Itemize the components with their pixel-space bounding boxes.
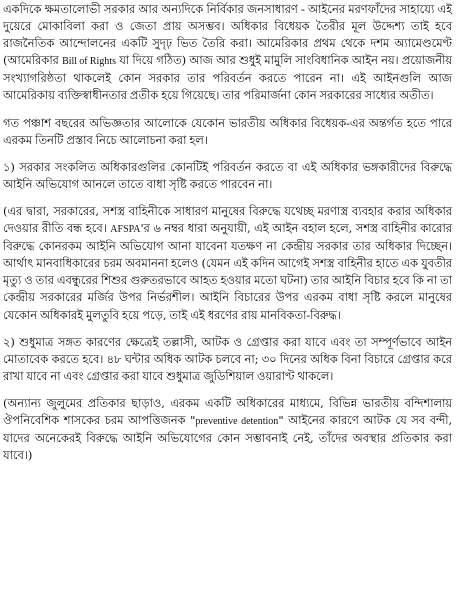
text-run: ২) শুধুমাত্র সঙ্গত কারণের ক্ষেত্রেই তল্লাসী, আটক ও গ্রেপ্তার করা যাবে এবং তা সম্পূর্ণভাবে আইন মোতাবেক করতে হবে। ৪৮ ঘন্টার অধিক আটক চলবে না; ৩০ দিনের অধিক বিনা বিচারে গ্রেপ্তার করে রাখা যাবে না এবং গ্রেপ্তার করা যাবে শুধুমাত্র জুডিশিয়াল ওয়ারাণ্ট থাকলে। [3,334,452,383]
latin-term: preventive detention [195,415,279,427]
text-run: যা দিয়ে গঠিত) আজ আর শুধুই মামুলি সাংবিধানিক আইন নয়। প্রয়োজনীয় সংখ্যাগরিষ্ঠতা থাকলেই কোন সরকার তার পরিবর্তন করতে পারেন না। এই আইনগুলি আজ আমেরিকায় ব্যক্তিস্বাধীনতার প্রতীক হয়ে গিয়েছে। তার পরিমার্জনা কোন সরকারের সাধ্যের অতীত। [3,53,453,103]
text-run: একদিকে ক্ষমতালোভী সরকার আর অন্যদিকে নির্বিকার জনসাধারণ - আইনের মরণফাঁদের সাহায্যে এই দুয়েরে মোকাবিলা করা ও জেতা প্রায় অসম্ভব। অধিকার বিধেয়ক তৈরীর মূল উদ্দেশ্য তাই হবে রাজনৈতিক আন্দোলনের একটি সুদৃঢ় ভিত তৈরি করা। আমেরিকার প্রথম থেকে দশম অ্যামেণ্ডমেণ্ট (আমেরিকার [3,2,452,68]
text-run: গত পঞ্চাশ বছরের অভিজ্ঞতার আলোকে যেকোন ভারতীয় অধিকার বিধেয়ক-এর অন্তর্গত হতে পারে এরকম তিনটি প্রস্তাব নিচে আলোচনা করা হল। [3,115,452,147]
paragraph-p2 [3,115,452,149]
paragraph-p3 [3,159,452,193]
latin-term: Bill of Rights [62,56,116,68]
latin-term: AFSPA [110,224,141,236]
text-run: (অন্যান্য জুলুমের প্রতিকার ছাড়াও, এরকম একটি অধিকারের মাধ্যমে, বিভিন্ন ভারতীয় বন্দিশালায় ঔপনিবেশিক শাসকের চরম আপত্তিজনক " [3,395,452,427]
text-run: 'র ৬ নম্বর ধারা অনুযায়ী, এই আইন বহাল হলে, সশস্ত্র বাহিনীর কারোর বিরুদ্ধে কোনরকম আইনি অভিযোগ আনা যাবেনা যতক্ষণ না কেন্দ্রীয় সরকার তার অধিকার দিচ্ছেন। আর্থাৎ মানবাধিকারের চরম অবমাননা হলেও (যেমন এই কদিন আগেই সশস্ত্র বাহিনীর হাতে এক যুবতীর মৃত্যু ও তার এবন্ধুরের শিশুর গুরুতরভাবে আহত হওয়ার মতো ঘটনা) তার আইনি বিচার হবে কি না তা কেন্দ্রীয় সরকারের মর্জির উপর নির্ভরশীল। আইনি বিচারের উপর এরকম বাধা সৃষ্টি করলে মানুষের যেকোন অধিকারই মুলতুবি হয়ে পড়ে, তাই এই ধরণের রায় মানবিকতা-বিরুদ্ধ। [3,221,452,322]
paragraph-p5 [3,334,452,385]
paragraph-p1 [3,1,452,105]
text-run: ১) সরকার সংকলিত অধিকারগুলির কোনটিই পরিবর্তন করতে বা এই অধিকার ভঙ্গকারীদের বিরুদ্ধে আইনি অভিযোগ আনলে তাতে বাধা সৃষ্টি করতে পারবেন না। [3,159,452,191]
text-run: (এর দ্বারা, সরকারের, সশস্ত্র বাহিনীকে সাধারণ মানুষের বিরুদ্ধে যথেচ্ছ মরণাস্ত্র ব্যবহার করার অধিকার দেওয়ার রীতি বন্ধ হবে। [3,203,452,236]
text-run: " আইনের কারণে আটক যে সব বন্দী, যাদের অনেকেরই বিরুদ্ধে আইনি অভিযোগের কোন সম্ভাবনাই নেই, তাঁদের অবস্থার প্রতিকার করা যাবে।) [3,412,452,463]
paragraph-p4 [3,203,452,324]
paragraph-p6 [3,395,452,464]
